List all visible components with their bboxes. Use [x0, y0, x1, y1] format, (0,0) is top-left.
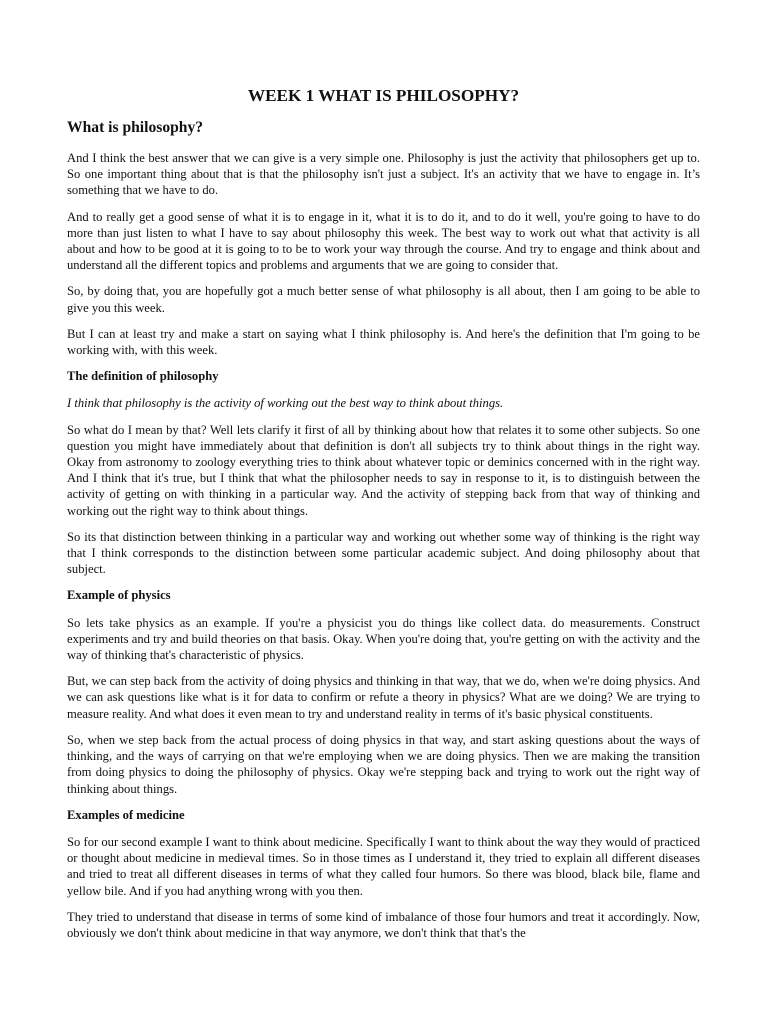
document-title: WEEK 1 WHAT IS PHILOSOPHY?: [247, 86, 520, 105]
paragraph: But I can at least try and make a start on saying what I think philosophy is. And here's the definition that I'm going to be working with, with this week.: [67, 326, 700, 358]
paragraph: And I think the best answer that we can give is a very simple one. Philosophy is just the activity that philosophers get up to. So one important thing about that is that the philosophy isn't just a subject. It's an activity that we have to engage in. It’s something that we have to do.: [67, 151, 700, 198]
definition-quote: I think that philosophy is the activity of working out the best way to think about things.: [67, 396, 504, 411]
paragraph: So its that distinction between thinking in a particular way and working out whether some way of thinking is the right way that I think corresponds to the distinction between some particular academic subject. And doing philosophy about that subject.: [67, 529, 700, 577]
section-title: What is philosophy?: [67, 119, 204, 136]
paragraph: So, by doing that, you are hopefully got a much better sense of what philosophy is all about, then I am going to be able to give you this week.: [67, 284, 700, 315]
paragraph: So for our second example I want to think about medicine. Specifically I want to think about the way they would of practiced or thought about medicine in medieval times. So in those times as I understand it, they tried to explain all different diseases and tried to treat all different diseases in terms of what they called four humors. So there was blood, black bile, flame and yellow bile. And if you had anything wrong with you then.: [67, 834, 700, 898]
paragraph: So what do I mean by that? Well lets clarify it first of all by thinking about how that relates it to some other subjects. So one question you might have immediately about that definition is don't all subjects try to think about things in the right way. Okay from astronomy to zoology everything tries to think about whatever topic or deminics concerned with in the right way. And I think that it's true, but I think that what the philosopher needs to say in response to it, is to distinguish between the activity of getting on with thinking in a particular way. And the activity of stepping back from that way of thinking and working out the right way to think about things.: [67, 422, 700, 518]
paragraph: And to really get a good sense of what it is to engage in it, what it is to do it, and to do it well, you're going to have to do more than just listen to what I have to say about philosophy this week. The best way to work out what that activity is all about and how to be good at it is going to to be to work your way through the course. And try to engage and think about and understand all the different topics and problems and arguments that we are going to consider that.: [67, 209, 700, 273]
paragraph: So, when we step back from the actual process of doing physics in that way, and start asking questions about the ways of thinking, and the ways of carrying on that we're employing when we are doing physics. Then we are making the transition from doing physics to doing the philosophy of physics. Okay we're stepping back and trying to work out the right way of thinking about things.: [67, 732, 700, 796]
paragraph: But, we can step back from the activity of doing physics and thinking in that way, that we do, when we're doing physics. And we can ask questions like what is it for data to confirm or refute a theory in physics? What are we doing? We are trying to measure reality. And what does it even mean to try and understand reality in terms of it's basic physical constituents.: [67, 674, 700, 721]
paragraph: So lets take physics as an example. If you're a physicist you do things like collect data. do measurements. Construct experiments and try and build theories on that basis. Okay. When you're doing that, you're getting on with the activity and the way of thinking that's characteristic of physics.: [67, 615, 700, 663]
medicine-heading: Examples of medicine: [67, 807, 185, 822]
definition-heading: The definition of philosophy: [67, 369, 219, 384]
paragraph: They tried to understand that disease in terms of some kind of imbalance of those four humors and treat it accordingly. Now, obviously we don't think about medicine in that way anymore, we don't think that that's the: [67, 909, 700, 940]
physics-heading: Example of physics: [67, 588, 171, 603]
